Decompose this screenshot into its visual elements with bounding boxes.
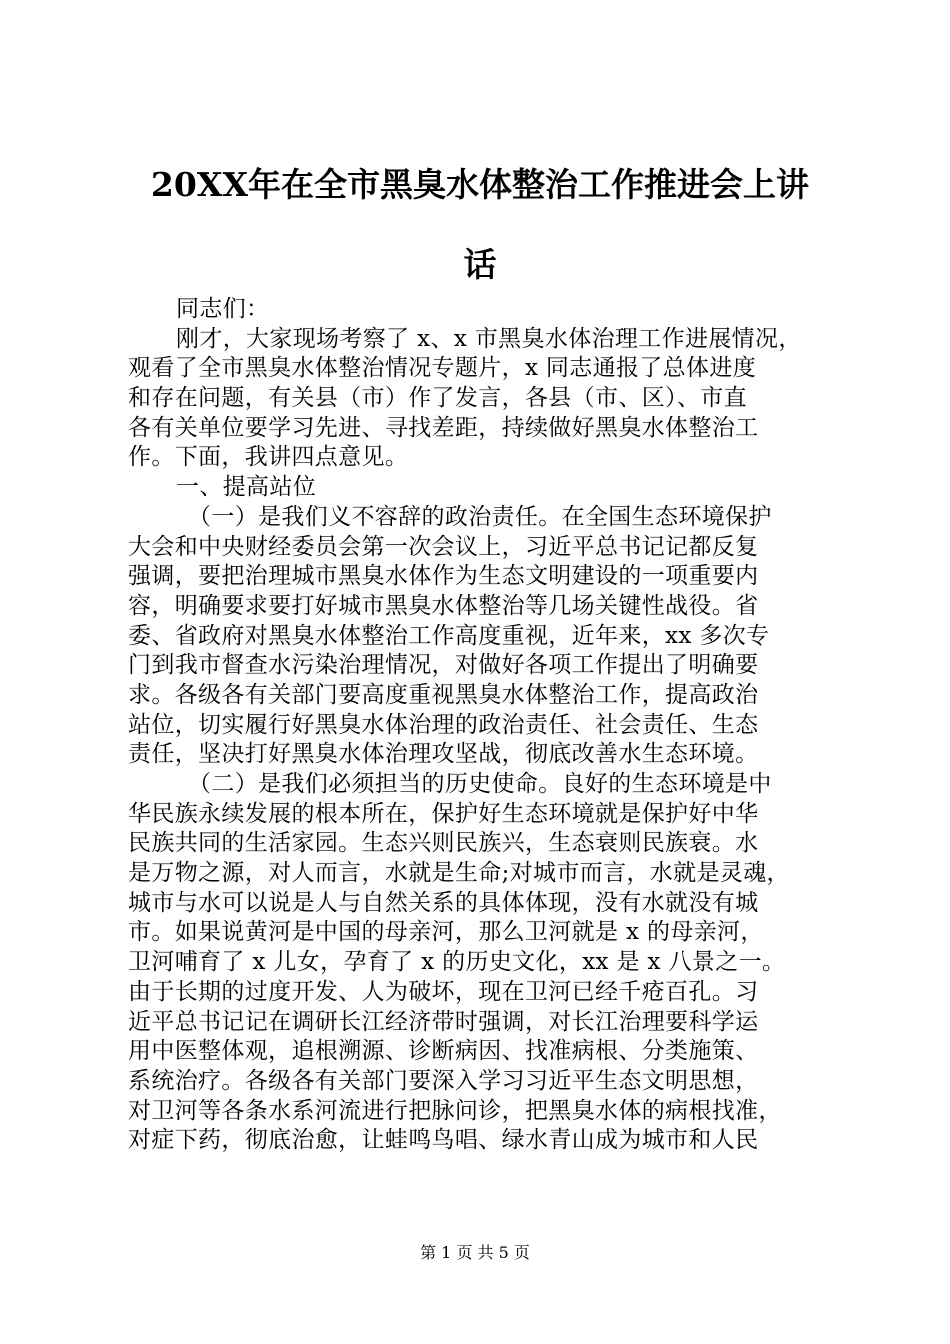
salutation: 同志们： (176, 296, 270, 322)
body-line: 各有关单位要学习先进、寻找差距，持续做好黑臭水体整治工 (128, 414, 759, 441)
document-title-line-2: 话 (463, 245, 497, 284)
body-line: （一）是我们义不容辞的政治责任。在全国生态环境保护 (188, 503, 772, 530)
body-line: 委、省政府对黑臭水体整治工作高度重视，近年来，xx 多次专 (128, 622, 770, 649)
body-line: 卫河哺育了 x 儿女，孕育了 x 的历史文化，xx 是 x 八景之一。 (128, 949, 786, 976)
body-line: 近平总书记记在调研长江经济带时强调，对长江治理要科学运 (128, 1008, 759, 1035)
section-heading: 一、提高站位 (176, 474, 317, 501)
body-line: （二）是我们必须担当的历史使命。良好的生态环境是中 (188, 771, 772, 797)
body-line: 市。如果说黄河是中国的母亲河，那么卫河就是 x 的母亲河， (128, 919, 764, 946)
body-line: 由于长期的过度开发、人为破坏，现在卫河已经千疮百孔。习 (128, 978, 759, 1005)
body-line: 华民族永续发展的根本所在，保护好生态环境就是保护好中华 (128, 800, 759, 827)
body-line: 用中医整体观，追根溯源、诊断病因、找准病根、分类施策、 (128, 1038, 759, 1065)
body-line: 观看了全市黑臭水体整治情况专题片，x 同志通报了总体进度 (128, 355, 757, 382)
body-line: 系统治疗。各级各有关部门要深入学习习近平生态文明思想， (128, 1067, 759, 1094)
body-line: 和存在问题，有关县（市）作了发言，各县（市、区）、市直 (128, 385, 747, 412)
page-number-footer: 第 1 页 共 5 页 (420, 1243, 530, 1262)
body-line: 对卫河等各条水系河流进行把脉问诊，把黑臭水体的病根找准， (128, 1097, 782, 1124)
body-line: 大会和中央财经委员会第一次会议上，习近平总书记记都反复 (128, 533, 759, 560)
document-body (128, 295, 848, 1156)
document-title-line-1: 20XX年在全市黑臭水体整治工作推进会上讲 (150, 165, 810, 204)
body-line: 对症下药，彻底治愈，让蛙鸣鸟唱、绿水青山成为城市和人民 (128, 1127, 759, 1154)
body-line: 城市与水可以说是人与自然关系的具体体现，没有水就没有城 (128, 889, 759, 916)
body-line: 容，明确要求要打好城市黑臭水体整治等几场关键性战役。省 (128, 592, 759, 619)
body-line: 门到我市督查水污染治理情况，对做好各项工作提出了明确要 (128, 652, 759, 679)
body-line: 作。下面，我讲四点意见。 (128, 444, 409, 471)
body-line: 求。各级各有关部门要高度重视黑臭水体整治工作，提高政治 (128, 681, 759, 708)
body-line: 站位，切实履行好黑臭水体治理的政治责任、社会责任、生态 (128, 711, 759, 738)
body-line: 民族共同的生活家园。生态兴则民族兴，生态衰则民族衰。水 (128, 830, 759, 857)
body-line: 责任，坚决打好黑臭水体治理攻坚战，彻底改善水生态环境。 (128, 741, 759, 768)
body-line: 刚才，大家现场考察了 x、x 市黑臭水体治理工作进展情况， (176, 325, 802, 352)
body-line: 强调，要把治理城市黑臭水体作为生态文明建设的一项重要内 (128, 563, 759, 590)
body-line: 是万物之源，对人而言，水就是生命;对城市而言，水就是灵魂， (128, 860, 790, 887)
